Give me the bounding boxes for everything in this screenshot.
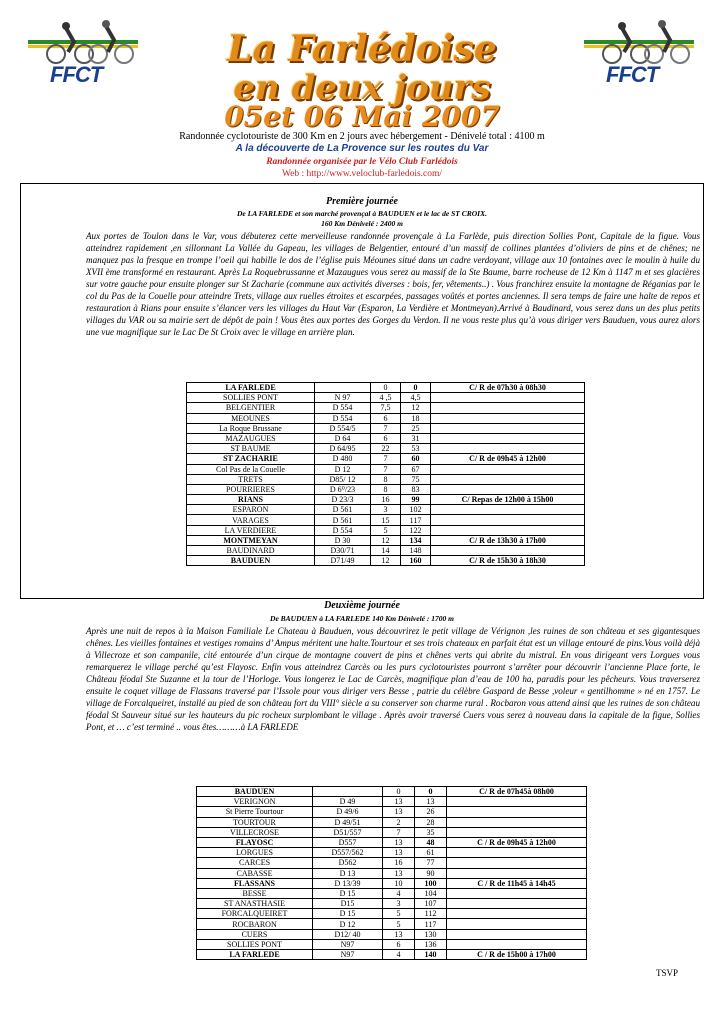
cell-dist: 4 ,5 <box>371 393 401 403</box>
website-link[interactable]: Web : http://www.veloclub-farledois.com/ <box>281 169 443 179</box>
table-row <box>187 403 585 413</box>
cell-note: C / R de 11h45 à 14h45 <box>447 878 587 888</box>
cell-place: FORCALQUEIRET <box>197 909 313 919</box>
table-row <box>197 797 587 807</box>
table-row <box>187 515 585 525</box>
cell-place: LORGUES <box>197 848 313 858</box>
cell-place: ROCBARON <box>197 919 313 929</box>
cell-note <box>447 827 587 837</box>
table-row <box>187 454 585 464</box>
cell-cum: 117 <box>415 919 447 929</box>
table-row <box>197 919 587 929</box>
cell-road: D 30 <box>315 535 371 545</box>
cell-note <box>431 393 585 403</box>
cell-road: D557 <box>313 837 383 847</box>
cell-road: D 49/6 <box>313 807 383 817</box>
table-row <box>197 848 587 858</box>
cell-note: C/ Repas de 12h00 à 15h00 <box>431 495 585 505</box>
cell-cum: 12 <box>401 403 431 413</box>
table-row <box>197 807 587 817</box>
cell-place: ST ANASTHASIE <box>197 899 313 909</box>
cell-note <box>447 858 587 868</box>
table-row <box>187 393 585 403</box>
table-row <box>197 787 587 797</box>
cell-place: MONTMEYAN <box>187 535 315 545</box>
table-row <box>187 525 585 535</box>
organizer: Randonnée organisée par le Vélo Club Farlédois <box>266 157 458 167</box>
cell-place: VERIGNON <box>197 797 313 807</box>
table-row <box>197 827 587 837</box>
table-row <box>187 413 585 423</box>
cell-cum: 130 <box>415 929 447 939</box>
table-row <box>197 817 587 827</box>
cell-place: BESSE <box>197 888 313 898</box>
cell-road: D 561 <box>315 505 371 515</box>
cell-place: TRETS <box>187 474 315 484</box>
table-row <box>197 909 587 919</box>
cell-cum: 136 <box>415 939 447 949</box>
cell-cum: 25 <box>401 423 431 433</box>
cell-note <box>431 484 585 494</box>
cell-road <box>315 383 371 393</box>
cell-note <box>447 888 587 898</box>
cell-cum: 104 <box>415 888 447 898</box>
event-tagline: A la découverte de La Provence sur les routes du Var <box>235 143 489 154</box>
cell-dist: 0 <box>383 787 415 797</box>
cell-note <box>431 505 585 515</box>
cell-dist: 8 <box>371 484 401 494</box>
cell-road: D 480 <box>315 454 371 464</box>
ffct-logo-text: FFCT <box>606 62 659 87</box>
cell-place: BAUDUEN <box>187 556 315 566</box>
cell-road: D 15 <box>313 909 383 919</box>
cell-cum: 117 <box>401 515 431 525</box>
cell-note: C/ R de 09h45 à 12h00 <box>431 454 585 464</box>
cell-cum: 60 <box>401 454 431 464</box>
cell-note <box>431 515 585 525</box>
cell-dist: 13 <box>383 848 415 858</box>
cell-place: CABASSE <box>197 868 313 878</box>
cell-dist: 16 <box>371 495 401 505</box>
cell-place: RIANS <box>187 495 315 505</box>
cell-cum: 99 <box>401 495 431 505</box>
cell-note: C / R de 15h00 à 17h00 <box>447 950 587 960</box>
cell-dist: 10 <box>383 878 415 888</box>
table-row <box>187 444 585 454</box>
cell-road <box>313 787 383 797</box>
cell-road: D 15 <box>313 888 383 898</box>
cell-note: C/ R de 15h30 à 18h30 <box>431 556 585 566</box>
table-row <box>187 464 585 474</box>
cell-place: BELGENTIER <box>187 403 315 413</box>
cell-place: FLASSANS <box>197 878 313 888</box>
table-row <box>187 535 585 545</box>
cell-place: POURRIERES <box>187 484 315 494</box>
cell-dist: 14 <box>371 546 401 556</box>
day1-title: Première journée <box>326 196 398 207</box>
cell-note <box>431 433 585 443</box>
cell-cum: 61 <box>415 848 447 858</box>
cell-road: D71/49 <box>315 556 371 566</box>
page-title-line1: La Farlédoise <box>227 28 497 70</box>
cell-dist: 7 <box>371 454 401 464</box>
cell-note <box>447 909 587 919</box>
cell-road: D15 <box>313 899 383 909</box>
cell-cum: 48 <box>415 837 447 847</box>
cell-cum: 160 <box>401 556 431 566</box>
cell-note <box>447 797 587 807</box>
cell-dist: 5 <box>383 919 415 929</box>
table-row <box>197 899 587 909</box>
day1-description: Aux portes de Toulon dans le Var, vous débuterez cette merveilleuse randonnée provençale à La Farlède, puis direction Sollies Pont, Capitale de la figue. Vous atteindrez rapidement ,en sillonnant La Vallée du Gapeau, les villages de Belgentier, entouré d’un massif de collines plantées d’oliviers de pins et de chênes; ne manquez pas la fresque en trompe l’oeil qui habille le dos de l’église puis Méounes situé dans un cadre verdoyant, village aux 10 fontaines avec le moulin à huile du XVII ème transformé en restaurant. Après La Roquebrussanne et Mazaugues vous serez au massif de la Ste Baume, barre rocheuse de 12 Km à 1147 m et ses glacières sur votre gauche pour ensuite plonger sur St Zacharie (commune aux activités diverses : bois, fer, vêtements..) . Vous franchirez ensuite la montagne de Réganias par le col du Pas de la Couelle pour atteindre Trets, village aux ruelles étroites et escarpées, passages voûtés et portes anciennes. Il sera temps de faire une halte de repos et restauration à Rians pour ensuite s’élancer vers les villages du Haut Var (Esparon, La Verdière et Montmeyan).Arrivé à Baudinard, vous serez dans un des plus petits villages du VAR ou sa mairie sert de dépôt de pain ! Vous êtes aux portes des Gorges du Verdon. Il ne vous reste plus qu’à vous diriger vers Bauduen, vous aurez alors une vue magnifique sur le Lac De St Croix avec le village en arrière plan. <box>86 231 700 337</box>
divider <box>20 183 704 184</box>
cell-road: D 12 <box>315 464 371 474</box>
cell-cum: 148 <box>401 546 431 556</box>
cell-dist: 4 <box>383 888 415 898</box>
cell-road: D12/ 40 <box>313 929 383 939</box>
cell-road: D85/ 12 <box>315 474 371 484</box>
cell-place: VILLECROSE <box>197 827 313 837</box>
ffct-logo-text: FFCT <box>50 62 103 87</box>
table-row <box>187 505 585 515</box>
cell-road: D 49/51 <box>313 817 383 827</box>
cell-place: LA VERDIERE <box>187 525 315 535</box>
cell-dist: 3 <box>383 899 415 909</box>
cell-note <box>431 444 585 454</box>
cell-dist: 22 <box>371 444 401 454</box>
cell-cum: 75 <box>401 474 431 484</box>
table-row <box>187 383 585 393</box>
cell-cum: 67 <box>401 464 431 474</box>
cell-dist: 13 <box>383 837 415 847</box>
cell-cum: 0 <box>415 787 447 797</box>
cell-dist: 7 <box>371 423 401 433</box>
cell-note: C / R de 09h45 à 12h00 <box>447 837 587 847</box>
cell-place: Col Pas de la Couelle <box>187 464 315 474</box>
table-row <box>187 433 585 443</box>
cell-cum: 100 <box>415 878 447 888</box>
cell-place: ESPARON <box>187 505 315 515</box>
cell-cum: 35 <box>415 827 447 837</box>
cell-cum: 90 <box>415 868 447 878</box>
table-row <box>187 423 585 433</box>
cell-cum: 18 <box>401 413 431 423</box>
event-date: 05et 06 Mai 2007 <box>224 100 500 133</box>
cell-note <box>447 817 587 827</box>
cell-note: C/ R de 07h45à 08h00 <box>447 787 587 797</box>
cell-cum: 31 <box>401 433 431 443</box>
cell-road: D 13/39 <box>313 878 383 888</box>
cell-place: TOURTOUR <box>197 817 313 827</box>
cell-road: D 561 <box>315 515 371 525</box>
day1-stats: 160 Km Dénivelé : 2400 m <box>321 219 403 228</box>
tsvp-note: TSVP <box>656 968 679 978</box>
cell-dist: 12 <box>371 535 401 545</box>
cell-note <box>431 464 585 474</box>
cell-road: D51/557 <box>313 827 383 837</box>
cell-place: ST BAUME <box>187 444 315 454</box>
cell-cum: 134 <box>401 535 431 545</box>
cell-note <box>431 474 585 484</box>
cell-dist: 5 <box>371 525 401 535</box>
cell-cum: 140 <box>415 950 447 960</box>
cell-dist: 6 <box>383 939 415 949</box>
day2-subtitle: De BAUDUEN à LA FARLEDE 140 Km Dénivelé : 1700 m <box>270 614 454 623</box>
cell-cum: 107 <box>415 899 447 909</box>
cell-note <box>447 919 587 929</box>
cell-place: MEOUNES <box>187 413 315 423</box>
day1-subtitle: De LA FARLEDE et son marché provençal à BAUDUEN et le lac de ST CROIX. <box>237 209 487 218</box>
cell-road: D557/562 <box>313 848 383 858</box>
divider <box>20 183 21 598</box>
table-row <box>187 495 585 505</box>
cell-cum: 83 <box>401 484 431 494</box>
cell-note <box>447 939 587 949</box>
cell-place: FLAYOSC <box>197 837 313 847</box>
cell-road: D 12 <box>313 919 383 929</box>
cell-note <box>431 423 585 433</box>
cell-dist: 13 <box>383 868 415 878</box>
cell-dist: 13 <box>383 797 415 807</box>
cell-note: C/ R de 07h30 à 08h30 <box>431 383 585 393</box>
table-row <box>187 474 585 484</box>
cell-place: ST ZACHARIE <box>187 454 315 464</box>
cell-cum: 122 <box>401 525 431 535</box>
cell-note <box>447 899 587 909</box>
table-row <box>187 484 585 494</box>
divider <box>20 598 704 599</box>
cell-road: D 23/3 <box>315 495 371 505</box>
table-row <box>197 888 587 898</box>
cell-dist: 6 <box>371 413 401 423</box>
cell-place: SOLLIES PONT <box>187 393 315 403</box>
cell-note <box>447 868 587 878</box>
divider <box>703 183 704 598</box>
cell-cum: 13 <box>415 797 447 807</box>
day2-description: Après une nuit de repos à la Maison Familiale Le Chateau à Bauduen, vous découvrirez le petit village de Vérignon ,les ruines de son château et ses gigantesques chênes. Les vieilles fontaines et vestiges romains d’ Ampus méritent une halte.Tourtour et ses trois chateaux en parfait état est un village entouré de pins.Vous voilà déjà à Villecroze et son campanile, cité entourée d’un cirque de montagne couvert de pins et chênes verts qui abrite du mistral. En vous dirigeant vers Lorgues vous remarquerez le village perché qu’est Flayosc. Enfin vous atteindrez Carcès ou les purs cyclotouristes pourront s’arrêter pour découvrir l’ancienne Place forte, le Château féodal Ste Suzanne et la tour de l’Horloge. Vous longerez le Lac de Carcès, magnifique plan d’eau de 100 ha, paradis pour les pêcheurs. Vous traverserez ensuite le coquet village de Flassans traversé par l’Issole pour vous diriger vers Besse , patrie du célèbre Gaspard de Besse ,voleur « gentilhomme » né en 1757. Le village de Forcalqueiret, installé au pied de son château fort du VIII° siècle a su conserver son charme rural . Rocbaron vous attend ainsi que les ruines de son château féodal St Sauveur situé sur les hauteurs du pic rocheux surplombant le village . Après avoir traversé Cuers vous serez à nouveau dans la capitale de la figue, Sollies Pont, et … c’est terminé .. vous êtes………à LA FARLEDE <box>86 626 700 732</box>
cell-cum: 112 <box>415 909 447 919</box>
table-row <box>187 546 585 556</box>
cell-note <box>431 413 585 423</box>
cell-cum: 102 <box>401 505 431 515</box>
table-row <box>197 837 587 847</box>
cell-place: CUERS <box>197 929 313 939</box>
cell-place: SOLLIES PONT <box>197 939 313 949</box>
cell-dist: 3 <box>371 505 401 515</box>
cell-note <box>447 929 587 939</box>
cell-dist: 6 <box>371 433 401 443</box>
cell-dist: 7 <box>371 464 401 474</box>
cell-cum: 77 <box>415 858 447 868</box>
cell-place: BAUDINARD <box>187 546 315 556</box>
table-row <box>197 939 587 949</box>
cell-dist: 7 <box>383 827 415 837</box>
cell-place: St Pierre Tourtour <box>197 807 313 817</box>
event-summary: Randonnée cyclotouriste de 300 Km en 2 jours avec hébergement - Dénivelé total : 4100 m <box>179 131 545 142</box>
cell-cum: 28 <box>415 817 447 827</box>
cell-note <box>431 546 585 556</box>
cell-road: D 554 <box>315 525 371 535</box>
cell-place: VARAGES <box>187 515 315 525</box>
cell-road: D 64 <box>315 433 371 443</box>
table-row <box>197 950 587 960</box>
day1-route-table <box>186 382 585 566</box>
cell-place: BAUDUEN <box>197 787 313 797</box>
table-row <box>197 878 587 888</box>
cell-dist: 5 <box>383 909 415 919</box>
cell-dist: 8 <box>371 474 401 484</box>
cell-note <box>431 403 585 413</box>
cell-place: MAZAUGUES <box>187 433 315 443</box>
cell-road: D 6⁰/23 <box>315 484 371 494</box>
cell-place: LA FARLEDE <box>197 950 313 960</box>
cell-note <box>447 807 587 817</box>
table-row <box>187 556 585 566</box>
cell-road: N 97 <box>315 393 371 403</box>
page-title-line2: en deux jours <box>233 68 491 108</box>
cell-cum: 4,5 <box>401 393 431 403</box>
cell-dist: 13 <box>383 807 415 817</box>
cell-note <box>431 525 585 535</box>
cell-dist: 13 <box>383 929 415 939</box>
cell-place: LA FARLEDE <box>187 383 315 393</box>
cell-road: D 554 <box>315 413 371 423</box>
cell-road: N97 <box>313 950 383 960</box>
cell-road: D562 <box>313 858 383 868</box>
cell-cum: 53 <box>401 444 431 454</box>
cell-dist: 0 <box>371 383 401 393</box>
table-row <box>197 868 587 878</box>
cell-note <box>447 848 587 858</box>
table-row <box>197 929 587 939</box>
cell-road: D 49 <box>313 797 383 807</box>
cell-road: D 13 <box>313 868 383 878</box>
cell-cum: 0 <box>401 383 431 393</box>
cell-dist: 16 <box>383 858 415 868</box>
cell-cum: 26 <box>415 807 447 817</box>
cell-place: La Roque Brussane <box>187 423 315 433</box>
cell-road: D 64/95 <box>315 444 371 454</box>
cell-dist: 7,5 <box>371 403 401 413</box>
cell-dist: 15 <box>371 515 401 525</box>
day2-title: Deuxième journée <box>324 600 400 611</box>
cell-dist: 12 <box>371 556 401 566</box>
cell-place: CARCES <box>197 858 313 868</box>
cell-road: D 554 <box>315 403 371 413</box>
cell-note: C/ R de 13h30 à 17h00 <box>431 535 585 545</box>
table-row <box>197 858 587 868</box>
day2-route-table <box>196 786 587 960</box>
cell-dist: 2 <box>383 817 415 827</box>
cell-road: D 554/5 <box>315 423 371 433</box>
cell-dist: 4 <box>383 950 415 960</box>
cell-road: D30/71 <box>315 546 371 556</box>
cell-road: N97 <box>313 939 383 949</box>
